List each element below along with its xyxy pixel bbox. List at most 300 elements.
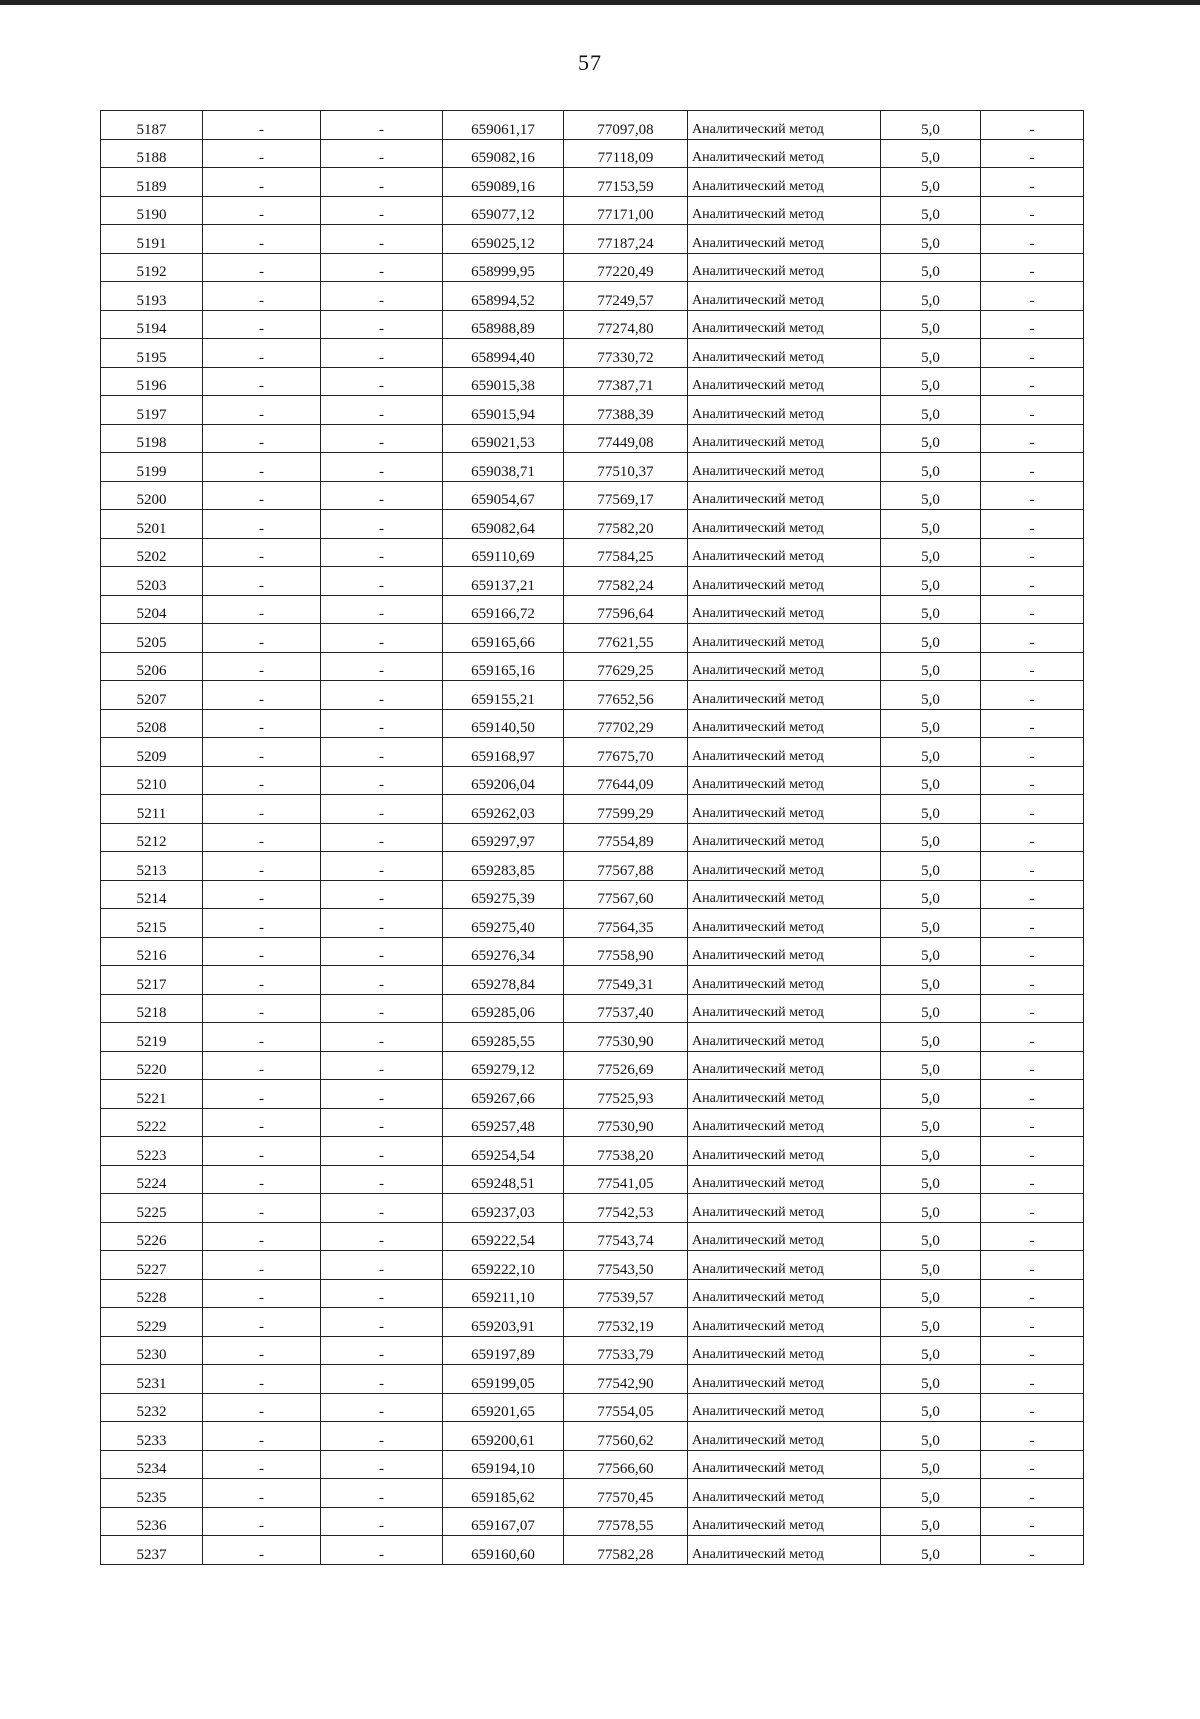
cell-method: Аналитический метод <box>688 1422 881 1451</box>
cell-x: 659276,34 <box>443 937 564 966</box>
cell-y: 77582,28 <box>564 1536 688 1565</box>
cell-num: 5200 <box>101 481 203 510</box>
cell-c8: - <box>981 909 1084 938</box>
cell-y: 77652,56 <box>564 681 688 710</box>
cell-method: Аналитический метод <box>688 367 881 396</box>
table-row <box>101 709 1084 738</box>
cell-method: Аналитический метод <box>688 624 881 653</box>
cell-x: 659254,54 <box>443 1137 564 1166</box>
cell-c3: - <box>321 1165 443 1194</box>
cell-accuracy: 5,0 <box>881 396 981 425</box>
cell-y: 77644,09 <box>564 766 688 795</box>
cell-y: 77187,24 <box>564 225 688 254</box>
cell-c3: - <box>321 909 443 938</box>
cell-c8: - <box>981 1165 1084 1194</box>
cell-x: 659200,61 <box>443 1422 564 1451</box>
cell-c3: - <box>321 766 443 795</box>
cell-num: 5192 <box>101 253 203 282</box>
cell-c2: - <box>203 1222 321 1251</box>
cell-x: 658994,52 <box>443 282 564 311</box>
cell-accuracy: 5,0 <box>881 652 981 681</box>
cell-method: Аналитический метод <box>688 1308 881 1337</box>
cell-x: 659155,21 <box>443 681 564 710</box>
cell-method: Аналитический метод <box>688 766 881 795</box>
cell-c8: - <box>981 1194 1084 1223</box>
cell-c3: - <box>321 1222 443 1251</box>
cell-y: 77097,08 <box>564 111 688 140</box>
cell-x: 659021,53 <box>443 424 564 453</box>
cell-method: Аналитический метод <box>688 652 881 681</box>
cell-x: 659222,10 <box>443 1251 564 1280</box>
table-row <box>101 396 1084 425</box>
cell-c2: - <box>203 1308 321 1337</box>
cell-y: 77533,79 <box>564 1336 688 1365</box>
table-row <box>101 567 1084 596</box>
cell-c8: - <box>981 1393 1084 1422</box>
table-row <box>101 880 1084 909</box>
cell-c8: - <box>981 937 1084 966</box>
cell-c8: - <box>981 681 1084 710</box>
cell-c3: - <box>321 937 443 966</box>
cell-x: 658988,89 <box>443 310 564 339</box>
cell-c2: - <box>203 738 321 767</box>
cell-y: 77118,09 <box>564 139 688 168</box>
cell-c3: - <box>321 1251 443 1280</box>
cell-x: 659185,62 <box>443 1479 564 1508</box>
cell-method: Аналитический метод <box>688 253 881 282</box>
table-row <box>101 253 1084 282</box>
cell-c2: - <box>203 709 321 738</box>
cell-y: 77564,35 <box>564 909 688 938</box>
cell-c2: - <box>203 481 321 510</box>
cell-accuracy: 5,0 <box>881 1365 981 1394</box>
cell-method: Аналитический метод <box>688 1137 881 1166</box>
cell-y: 77567,88 <box>564 852 688 881</box>
table-row <box>101 510 1084 539</box>
cell-y: 77249,57 <box>564 282 688 311</box>
cell-x: 659262,03 <box>443 795 564 824</box>
cell-x: 659275,39 <box>443 880 564 909</box>
cell-method: Аналитический метод <box>688 681 881 710</box>
cell-c2: - <box>203 196 321 225</box>
cell-method: Аналитический метод <box>688 1450 881 1479</box>
cell-accuracy: 5,0 <box>881 624 981 653</box>
cell-c2: - <box>203 510 321 539</box>
cell-c2: - <box>203 111 321 140</box>
cell-accuracy: 5,0 <box>881 1308 981 1337</box>
table-row <box>101 367 1084 396</box>
cell-c2: - <box>203 1336 321 1365</box>
cell-c2: - <box>203 1422 321 1451</box>
cell-x: 659082,16 <box>443 139 564 168</box>
coordinates-table <box>100 110 1084 1565</box>
cell-accuracy: 5,0 <box>881 681 981 710</box>
cell-c8: - <box>981 1251 1084 1280</box>
page-number: 57 <box>578 50 602 75</box>
cell-num: 5209 <box>101 738 203 767</box>
table-row <box>101 1365 1084 1394</box>
cell-c2: - <box>203 681 321 710</box>
cell-x: 659165,16 <box>443 652 564 681</box>
table-row <box>101 1507 1084 1536</box>
cell-c3: - <box>321 1108 443 1137</box>
cell-x: 659077,12 <box>443 196 564 225</box>
cell-c3: - <box>321 367 443 396</box>
cell-x: 659267,66 <box>443 1080 564 1109</box>
cell-c3: - <box>321 253 443 282</box>
cell-y: 77530,90 <box>564 1108 688 1137</box>
cell-c3: - <box>321 510 443 539</box>
cell-method: Аналитический метод <box>688 966 881 995</box>
cell-x: 659015,38 <box>443 367 564 396</box>
cell-c3: - <box>321 225 443 254</box>
cell-method: Аналитический метод <box>688 1536 881 1565</box>
cell-x: 659140,50 <box>443 709 564 738</box>
cell-y: 77530,90 <box>564 1023 688 1052</box>
cell-c3: - <box>321 1308 443 1337</box>
cell-method: Аналитический метод <box>688 282 881 311</box>
cell-x: 659285,06 <box>443 994 564 1023</box>
cell-c2: - <box>203 168 321 197</box>
cell-c3: - <box>321 852 443 881</box>
cell-num: 5206 <box>101 652 203 681</box>
cell-c8: - <box>981 1279 1084 1308</box>
cell-c2: - <box>203 795 321 824</box>
cell-accuracy: 5,0 <box>881 937 981 966</box>
cell-method: Аналитический метод <box>688 1279 881 1308</box>
cell-method: Аналитический метод <box>688 481 881 510</box>
cell-c2: - <box>203 453 321 482</box>
cell-method: Аналитический метод <box>688 994 881 1023</box>
cell-num: 5231 <box>101 1365 203 1394</box>
cell-c2: - <box>203 424 321 453</box>
cell-method: Аналитический метод <box>688 1080 881 1109</box>
table-row <box>101 139 1084 168</box>
cell-accuracy: 5,0 <box>881 510 981 539</box>
cell-c2: - <box>203 966 321 995</box>
top-border-rule <box>0 0 1200 5</box>
cell-c3: - <box>321 538 443 567</box>
cell-num: 5233 <box>101 1422 203 1451</box>
cell-c8: - <box>981 880 1084 909</box>
cell-accuracy: 5,0 <box>881 567 981 596</box>
cell-num: 5218 <box>101 994 203 1023</box>
cell-c3: - <box>321 282 443 311</box>
cell-method: Аналитический метод <box>688 1365 881 1394</box>
cell-c3: - <box>321 1051 443 1080</box>
cell-c8: - <box>981 1536 1084 1565</box>
cell-y: 77274,80 <box>564 310 688 339</box>
table-row <box>101 738 1084 767</box>
cell-num: 5235 <box>101 1479 203 1508</box>
cell-accuracy: 5,0 <box>881 310 981 339</box>
table-row <box>101 1308 1084 1337</box>
cell-c8: - <box>981 253 1084 282</box>
cell-num: 5237 <box>101 1536 203 1565</box>
cell-c3: - <box>321 139 443 168</box>
cell-c8: - <box>981 367 1084 396</box>
cell-c3: - <box>321 966 443 995</box>
cell-c8: - <box>981 1222 1084 1251</box>
cell-method: Аналитический метод <box>688 1165 881 1194</box>
cell-accuracy: 5,0 <box>881 1536 981 1565</box>
cell-c8: - <box>981 738 1084 767</box>
cell-y: 77330,72 <box>564 339 688 368</box>
cell-method: Аналитический метод <box>688 823 881 852</box>
table-row <box>101 1137 1084 1166</box>
cell-method: Аналитический метод <box>688 196 881 225</box>
cell-accuracy: 5,0 <box>881 481 981 510</box>
table-row <box>101 1536 1084 1565</box>
cell-c8: - <box>981 538 1084 567</box>
cell-c3: - <box>321 424 443 453</box>
cell-method: Аналитический метод <box>688 396 881 425</box>
table-row <box>101 595 1084 624</box>
cell-c8: - <box>981 852 1084 881</box>
cell-c2: - <box>203 766 321 795</box>
cell-num: 5197 <box>101 396 203 425</box>
cell-c2: - <box>203 339 321 368</box>
cell-c8: - <box>981 396 1084 425</box>
cell-num: 5220 <box>101 1051 203 1080</box>
cell-num: 5194 <box>101 310 203 339</box>
cell-c8: - <box>981 282 1084 311</box>
cell-num: 5199 <box>101 453 203 482</box>
cell-y: 77543,74 <box>564 1222 688 1251</box>
cell-c3: - <box>321 738 443 767</box>
cell-accuracy: 5,0 <box>881 1479 981 1508</box>
cell-num: 5236 <box>101 1507 203 1536</box>
cell-num: 5191 <box>101 225 203 254</box>
cell-c3: - <box>321 1080 443 1109</box>
cell-x: 659237,03 <box>443 1194 564 1223</box>
cell-c2: - <box>203 852 321 881</box>
cell-c2: - <box>203 282 321 311</box>
cell-c3: - <box>321 196 443 225</box>
cell-x: 659089,16 <box>443 168 564 197</box>
cell-method: Аналитический метод <box>688 852 881 881</box>
cell-y: 77537,40 <box>564 994 688 1023</box>
cell-c3: - <box>321 567 443 596</box>
cell-accuracy: 5,0 <box>881 1393 981 1422</box>
cell-num: 5212 <box>101 823 203 852</box>
cell-y: 77387,71 <box>564 367 688 396</box>
cell-method: Аналитический метод <box>688 1051 881 1080</box>
cell-accuracy: 5,0 <box>881 852 981 881</box>
cell-c8: - <box>981 1507 1084 1536</box>
cell-c8: - <box>981 310 1084 339</box>
cell-accuracy: 5,0 <box>881 709 981 738</box>
table-row <box>101 1023 1084 1052</box>
table-row <box>101 909 1084 938</box>
cell-num: 5229 <box>101 1308 203 1337</box>
cell-x: 659297,97 <box>443 823 564 852</box>
cell-x: 659168,97 <box>443 738 564 767</box>
cell-num: 5198 <box>101 424 203 453</box>
cell-c3: - <box>321 823 443 852</box>
cell-y: 77629,25 <box>564 652 688 681</box>
cell-c8: - <box>981 481 1084 510</box>
cell-y: 77388,39 <box>564 396 688 425</box>
table-row <box>101 681 1084 710</box>
cell-c2: - <box>203 1507 321 1536</box>
table-row <box>101 1108 1084 1137</box>
cell-y: 77584,25 <box>564 538 688 567</box>
cell-x: 659165,66 <box>443 624 564 653</box>
cell-accuracy: 5,0 <box>881 1194 981 1223</box>
cell-method: Аналитический метод <box>688 339 881 368</box>
cell-num: 5189 <box>101 168 203 197</box>
cell-c8: - <box>981 823 1084 852</box>
cell-y: 77525,93 <box>564 1080 688 1109</box>
cell-c2: - <box>203 1080 321 1109</box>
table-row <box>101 1051 1084 1080</box>
cell-num: 5203 <box>101 567 203 596</box>
cell-y: 77554,05 <box>564 1393 688 1422</box>
cell-accuracy: 5,0 <box>881 795 981 824</box>
cell-c2: - <box>203 538 321 567</box>
cell-c8: - <box>981 1023 1084 1052</box>
cell-c3: - <box>321 396 443 425</box>
cell-x: 659166,72 <box>443 595 564 624</box>
cell-x: 659061,17 <box>443 111 564 140</box>
table-row <box>101 1194 1084 1223</box>
cell-c3: - <box>321 1507 443 1536</box>
cell-x: 659203,91 <box>443 1308 564 1337</box>
cell-method: Аналитический метод <box>688 1108 881 1137</box>
cell-num: 5230 <box>101 1336 203 1365</box>
cell-c2: - <box>203 1365 321 1394</box>
table-body <box>101 111 1084 1565</box>
cell-x: 659015,94 <box>443 396 564 425</box>
cell-method: Аналитический метод <box>688 567 881 596</box>
cell-x: 659054,67 <box>443 481 564 510</box>
cell-num: 5211 <box>101 795 203 824</box>
cell-y: 77570,45 <box>564 1479 688 1508</box>
cell-c8: - <box>981 510 1084 539</box>
cell-c2: - <box>203 1536 321 1565</box>
cell-x: 659285,55 <box>443 1023 564 1052</box>
cell-accuracy: 5,0 <box>881 168 981 197</box>
cell-y: 77510,37 <box>564 453 688 482</box>
cell-num: 5222 <box>101 1108 203 1137</box>
table-row <box>101 225 1084 254</box>
cell-c3: - <box>321 481 443 510</box>
cell-num: 5216 <box>101 937 203 966</box>
cell-c2: - <box>203 225 321 254</box>
cell-num: 5195 <box>101 339 203 368</box>
cell-num: 5217 <box>101 966 203 995</box>
cell-c3: - <box>321 1023 443 1052</box>
cell-c8: - <box>981 1479 1084 1508</box>
cell-accuracy: 5,0 <box>881 1422 981 1451</box>
cell-c8: - <box>981 1308 1084 1337</box>
table-row <box>101 310 1084 339</box>
cell-accuracy: 5,0 <box>881 1251 981 1280</box>
cell-y: 77621,55 <box>564 624 688 653</box>
cell-c8: - <box>981 1080 1084 1109</box>
cell-y: 77538,20 <box>564 1137 688 1166</box>
cell-c2: - <box>203 1450 321 1479</box>
cell-c2: - <box>203 1194 321 1223</box>
cell-accuracy: 5,0 <box>881 282 981 311</box>
cell-x: 659038,71 <box>443 453 564 482</box>
cell-c8: - <box>981 196 1084 225</box>
cell-x: 659025,12 <box>443 225 564 254</box>
cell-accuracy: 5,0 <box>881 1137 981 1166</box>
cell-c3: - <box>321 595 443 624</box>
cell-accuracy: 5,0 <box>881 994 981 1023</box>
cell-c8: - <box>981 595 1084 624</box>
cell-method: Аналитический метод <box>688 1023 881 1052</box>
cell-c8: - <box>981 1051 1084 1080</box>
cell-c2: - <box>203 1251 321 1280</box>
table-row <box>101 1422 1084 1451</box>
cell-c8: - <box>981 1108 1084 1137</box>
cell-c2: - <box>203 1165 321 1194</box>
table-row <box>101 1279 1084 1308</box>
cell-x: 659222,54 <box>443 1222 564 1251</box>
cell-x: 659283,85 <box>443 852 564 881</box>
table-row <box>101 652 1084 681</box>
cell-c8: - <box>981 424 1084 453</box>
cell-accuracy: 5,0 <box>881 909 981 938</box>
cell-c2: - <box>203 1137 321 1166</box>
cell-c2: - <box>203 652 321 681</box>
cell-x: 659275,40 <box>443 909 564 938</box>
cell-num: 5190 <box>101 196 203 225</box>
table-row <box>101 538 1084 567</box>
cell-c8: - <box>981 624 1084 653</box>
cell-y: 77153,59 <box>564 168 688 197</box>
table-row <box>101 196 1084 225</box>
table-row <box>101 966 1084 995</box>
cell-x: 658994,40 <box>443 339 564 368</box>
cell-c2: - <box>203 567 321 596</box>
table-row <box>101 994 1084 1023</box>
cell-accuracy: 5,0 <box>881 823 981 852</box>
cell-c3: - <box>321 1279 443 1308</box>
cell-c3: - <box>321 994 443 1023</box>
cell-x: 659194,10 <box>443 1450 564 1479</box>
cell-num: 5224 <box>101 1165 203 1194</box>
cell-c3: - <box>321 1194 443 1223</box>
cell-accuracy: 5,0 <box>881 111 981 140</box>
cell-accuracy: 5,0 <box>881 880 981 909</box>
cell-accuracy: 5,0 <box>881 966 981 995</box>
cell-y: 77566,60 <box>564 1450 688 1479</box>
cell-y: 77542,90 <box>564 1365 688 1394</box>
cell-c8: - <box>981 652 1084 681</box>
table-row <box>101 339 1084 368</box>
cell-method: Аналитический метод <box>688 510 881 539</box>
cell-x: 659201,65 <box>443 1393 564 1422</box>
cell-y: 77560,62 <box>564 1422 688 1451</box>
cell-accuracy: 5,0 <box>881 424 981 453</box>
cell-accuracy: 5,0 <box>881 196 981 225</box>
cell-method: Аналитический метод <box>688 538 881 567</box>
cell-accuracy: 5,0 <box>881 225 981 254</box>
cell-c8: - <box>981 1365 1084 1394</box>
cell-x: 659082,64 <box>443 510 564 539</box>
cell-accuracy: 5,0 <box>881 367 981 396</box>
cell-num: 5213 <box>101 852 203 881</box>
table-row <box>101 1450 1084 1479</box>
cell-c8: - <box>981 966 1084 995</box>
cell-method: Аналитический метод <box>688 1393 881 1422</box>
cell-c8: - <box>981 1422 1084 1451</box>
cell-y: 77582,24 <box>564 567 688 596</box>
